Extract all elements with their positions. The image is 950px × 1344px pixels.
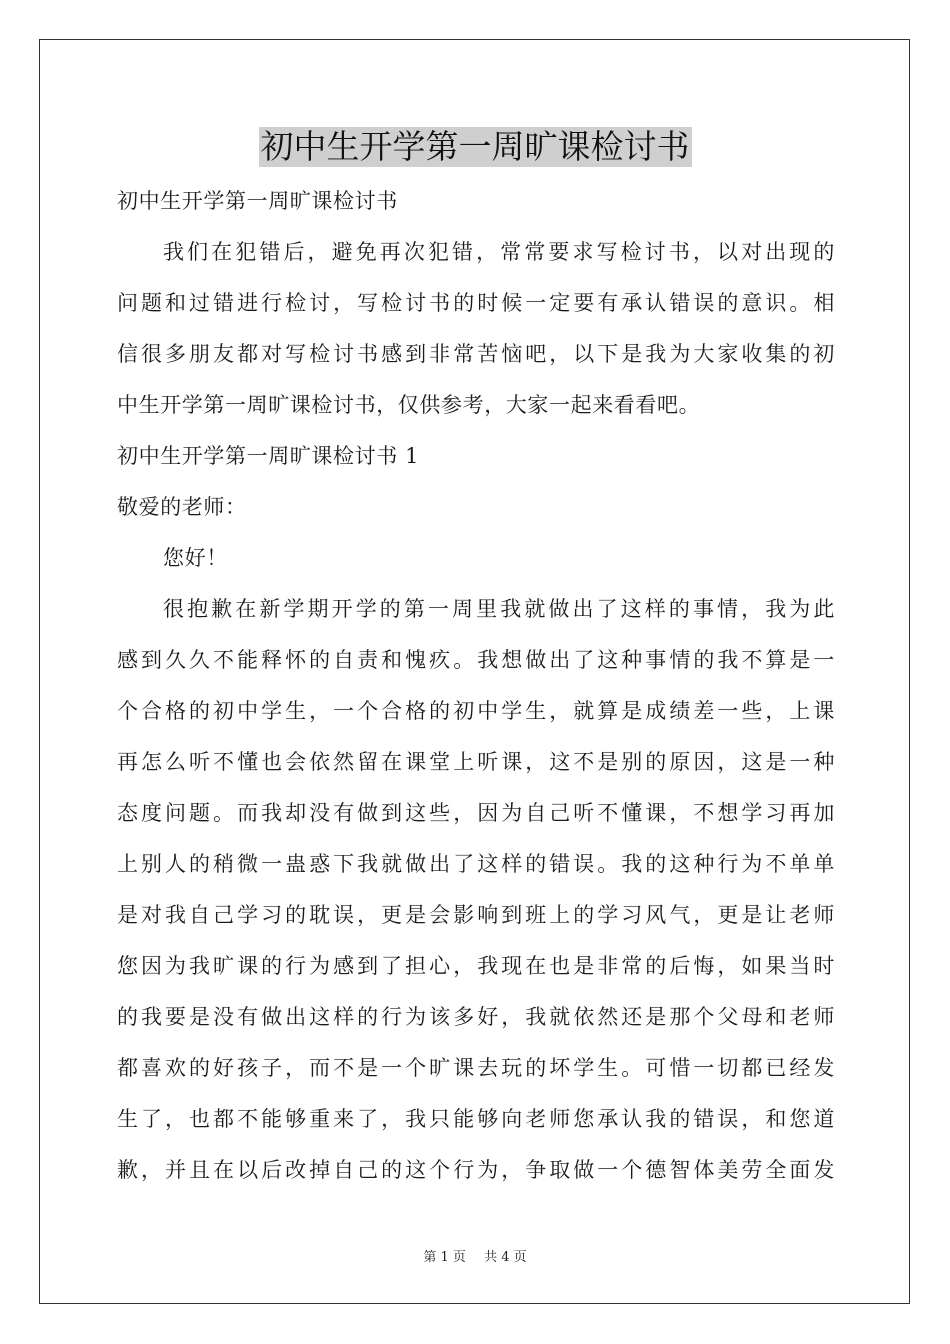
page-total: 共 4 页: [484, 1250, 527, 1265]
text-line: 问题和过错进行检讨，写检讨书的时候一定要有承认错误的意识。相: [117, 291, 835, 315]
text-line: 您因为我旷课的行为感到了担心，我现在也是非常的后悔，如果当时: [117, 954, 835, 978]
document-title: 初中生开学第一周旷课检讨书: [260, 127, 690, 166]
text-line: 个合格的初中学生，一个合格的初中学生，就算是成绩差一些，上课: [117, 699, 835, 723]
text-line: 都喜欢的好孩子，而不是一个旷课去玩的坏学生。可惜一切都已经发: [117, 1056, 835, 1080]
text-line: 感到久久不能释怀的自责和愧疚。我想做出了这种事情的我不算是一: [117, 648, 835, 672]
page-footer: [0, 1246, 950, 1265]
text-line: 歉，并且在以后改掉自己的这个行为，争取做一个德智体美劳全面发: [117, 1158, 835, 1182]
text-line: 的我要是没有做出这样的行为该多好，我就依然还是那个父母和老师: [117, 1005, 835, 1029]
text-line: 信很多朋友都对写检讨书感到非常苦恼吧，以下是我为大家收集的初: [117, 342, 835, 366]
text-line: 您好！: [163, 546, 228, 570]
text-line: 上别人的稍微一蛊惑下我就做出了这样的错误。我的这种行为不单单: [117, 852, 835, 876]
text-line: 生了，也都不能够重来了，我只能够向老师您承认我的错误，和您道: [117, 1107, 835, 1131]
text-line: 中生开学第一周旷课检讨书，仅供参考，大家一起来看看吧。: [117, 393, 701, 417]
text-line: 敬爱的老师：: [117, 495, 247, 519]
text-line: 再怎么听不懂也会依然留在课堂上听课，这不是别的原因，这是一种: [117, 750, 835, 774]
text-line: 初中生开学第一周旷课检讨书: [117, 189, 398, 213]
text-line: 初中生开学第一周旷课检讨书 1: [117, 444, 420, 468]
text-line: 态度问题。而我却没有做到这些，因为自己听不懂课，不想学习再加: [117, 801, 835, 825]
page-number: 第 1 页: [423, 1250, 466, 1265]
text-line: 我们在犯错后，避免再次犯错，常常要求写检讨书，以对出现的: [163, 240, 835, 264]
text-line: 是对我自己学习的耽误，更是会影响到班上的学习风气，更是让老师: [117, 903, 835, 927]
document-body: [117, 176, 835, 1196]
title-wrap: [0, 127, 950, 167]
text-line: 很抱歉在新学期开学的第一周里我就做出了这样的事情，我为此: [163, 597, 835, 621]
